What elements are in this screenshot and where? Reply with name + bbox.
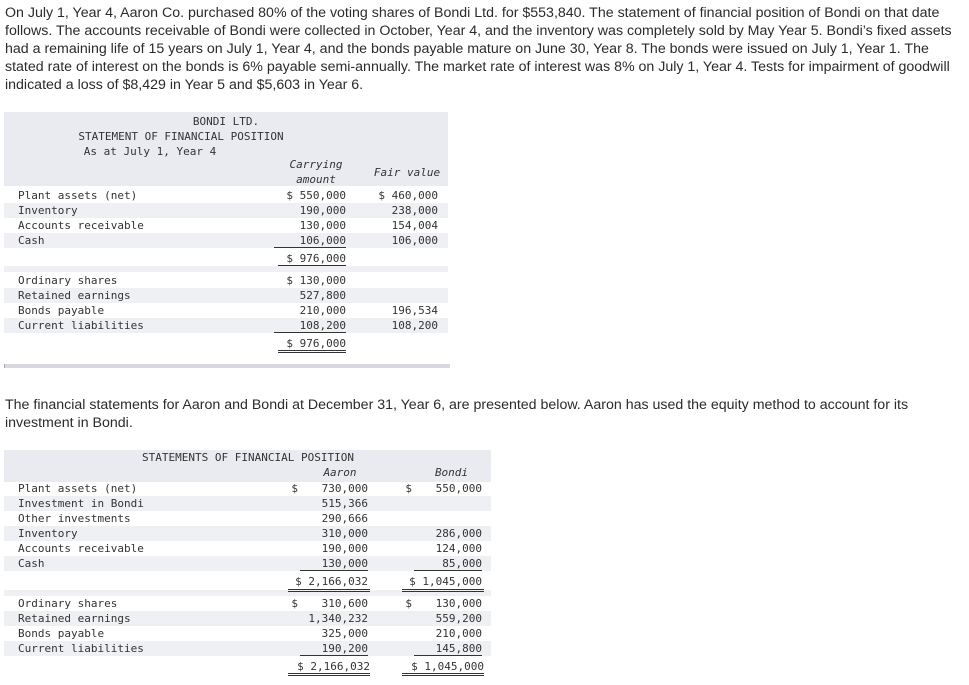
- financial-statements-paragraph: The financial statements for Aaron and Bondi at December 31, Year 6, are presented below. Aaron has used the equity method to account for its investment in Bondi.: [5, 397, 909, 431]
- table-row: Cash 106,000 106,000: [4, 233, 448, 248]
- aaron-bondi-statements-table: [4, 450, 491, 685]
- table-row: Plant assets (net) $ 730,000 $ 550,000: [18, 482, 482, 495]
- table-row: Retained earnings 527,800: [4, 288, 448, 303]
- table2-bondi-header: Bondi: [434, 466, 469, 479]
- table-row: Accounts receivable 130,000 154,004: [18, 219, 438, 232]
- table2-title: STATEMENTS OF FINANCIAL POSITION: [142, 451, 354, 464]
- table-row-equity-total: $ 976,000: [4, 336, 448, 351]
- table-row: Bonds payable 325,000 210,000: [18, 627, 482, 640]
- table-row: Other investments 290,666: [18, 512, 368, 525]
- table-row-equity-total: $ 2,166,032 $ 1,045,000: [4, 659, 491, 674]
- table-row: Ordinary shares $ 130,000: [18, 274, 346, 287]
- table-row: Plant assets (net) $ 550,000 $ 460,000: [18, 189, 438, 202]
- table-row-assets-total: $ 976,000: [4, 251, 448, 266]
- table-row: Inventory 190,000 238,000: [4, 203, 448, 218]
- table-scroll-divider: [4, 364, 450, 368]
- table-row: Inventory 310,000 286,000: [4, 526, 491, 541]
- table1-amount-header: amount: [296, 173, 336, 186]
- bondi-statement-table: [4, 112, 448, 360]
- table1-title-company: BONDI LTD.: [192, 115, 260, 128]
- table1-title-date: As at July 1, Year 4: [83, 145, 217, 158]
- table1-carrying-header: Carrying: [289, 158, 343, 171]
- problem-intro-paragraph: On July 1, Year 4, Aaron Co. purchased 80% of the voting shares of Bondi Ltd. for $553,840. The statement of financial position of Bondi on that date follows. The accounts receivable of Bondi were collected in October, Year 4, and the inventory was completely sold by May Year 5. Bondi’s fixed assets had a remaining life of 15 years on July 1, Year 4, and the bonds payable mature on June 30, Year 8. The bonds were issued on July 1, Year 1. The stated rate of interest on the bonds is 6% payable semi-annually. The market rate of interest was 8% on July 1, Year 4. Tests for impairment of goodwill indicated a loss of $8,429 in Year 5 and $5,603 in Year 6.: [5, 5, 952, 93]
- table-row: Retained earnings 1,340,232 559,200: [4, 611, 491, 626]
- table-row: Ordinary shares $ 310,600 $ 130,000: [18, 597, 482, 610]
- table-row: Investment in Bondi 515,366: [4, 496, 491, 511]
- table1-title-statement: STATEMENT OF FINANCIAL POSITION: [78, 130, 284, 143]
- table-row: Bonds payable 210,000 196,534: [18, 304, 438, 317]
- table-row: Current liabilities 190,200 145,800: [4, 641, 491, 656]
- table-row: Cash 130,000 85,000: [4, 556, 491, 571]
- table2-aaron-header: Aaron: [323, 466, 357, 479]
- table1-fairvalue-header: Fair value: [373, 166, 441, 179]
- table-row: Accounts receivable 190,000 124,000: [18, 542, 482, 555]
- table-row: Current liabilities 108,200 108,200: [4, 318, 448, 333]
- table-row-assets-total: $ 2,166,032 $ 1,045,000: [295, 575, 482, 588]
